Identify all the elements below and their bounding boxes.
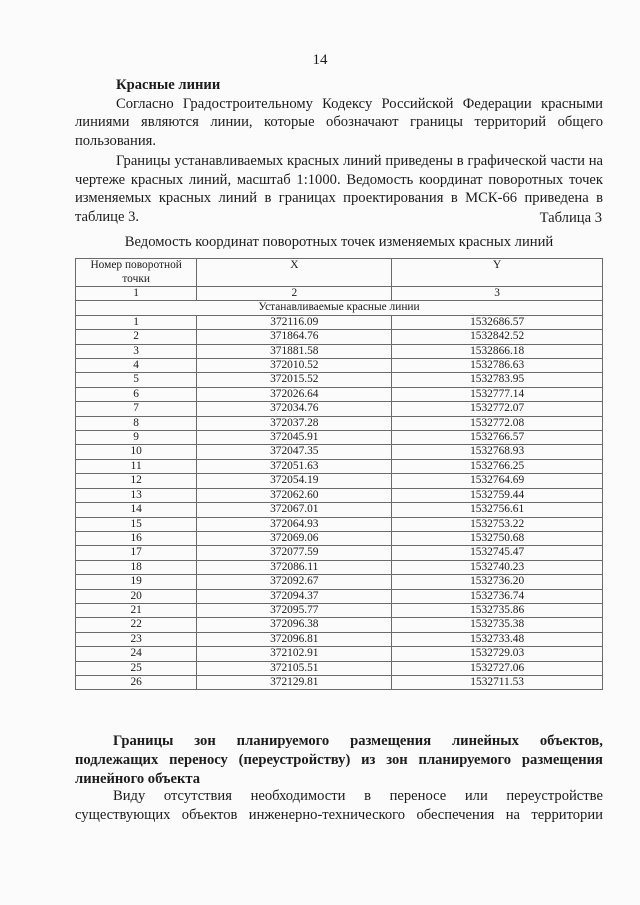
x-coordinate-cell: 372047.35 [197, 445, 392, 459]
word: в [364, 788, 371, 804]
point-number-cell: 20 [76, 589, 197, 603]
y-coordinate-cell: 1532777.14 [392, 387, 603, 401]
y-coordinate-cell: 1532735.86 [392, 603, 603, 617]
y-coordinate-cell: 1532729.03 [392, 647, 603, 661]
paragraph-utilities [75, 787, 603, 824]
page-number: 14 [312, 52, 328, 68]
x-coordinate-cell: 372064.93 [197, 517, 392, 531]
word: территории [531, 806, 603, 823]
y-coordinate-cell: 1532842.52 [392, 330, 603, 344]
table-header-row [76, 259, 603, 287]
y-coordinate-cell: 1532766.25 [392, 459, 603, 473]
table-row [76, 402, 603, 416]
table-title: Ведомость координат поворотных точек изменяемых красных линий [124, 234, 554, 250]
section-red-lines [75, 76, 603, 226]
x-coordinate-cell: 372067.01 [197, 503, 392, 517]
y-coordinate-cell: 1532783.95 [392, 373, 603, 387]
word: зон [194, 733, 216, 749]
x-coordinate-cell: 372077.59 [197, 546, 392, 560]
header-cell: Y [392, 259, 603, 287]
point-number-cell: 25 [76, 661, 197, 675]
word: из [361, 752, 376, 768]
paragraph-line [75, 806, 603, 825]
word: или [464, 788, 488, 804]
column-number: 2 [197, 287, 392, 301]
column-number-row [76, 287, 603, 301]
point-number-cell: 16 [76, 531, 197, 545]
table-section-title: Устанавливаемые красные линии [76, 301, 603, 315]
paragraph: Границы устанавливаемых красных линий приведены в графической части на чертеже красных линий, масштаб 1:1000. Ведомость координат поворотных точек изменяемых красных линий в границах проектирования в МСК-66 приведена в таблице 3. [75, 153, 603, 225]
section-heading-utilities [75, 732, 603, 789]
y-coordinate-cell: 1532740.23 [392, 560, 603, 574]
table-row [76, 445, 603, 459]
word: необходимости [250, 788, 346, 804]
table-row [76, 416, 603, 430]
table-row [76, 373, 603, 387]
heading-line: линейного объекта [75, 771, 201, 787]
word: отсутствия [163, 788, 232, 804]
x-coordinate-cell: 372015.52 [197, 373, 392, 387]
x-coordinate-cell: 372092.67 [197, 575, 392, 589]
word: переустройстве [506, 788, 603, 804]
table-row [76, 431, 603, 445]
table-row [76, 647, 603, 661]
table-row [76, 459, 603, 473]
paragraph-line [75, 787, 603, 806]
word: (переустройству) [238, 752, 351, 768]
x-coordinate-cell: 372102.91 [197, 647, 392, 661]
word: инженерно-технического [248, 806, 406, 823]
table-row [76, 589, 603, 603]
x-coordinate-cell: 372096.38 [197, 618, 392, 632]
x-coordinate-cell: 371881.58 [197, 344, 392, 358]
point-number-cell: 3 [76, 344, 197, 358]
point-number-cell: 13 [76, 488, 197, 502]
table-row [76, 517, 603, 531]
x-coordinate-cell: 372062.60 [197, 488, 392, 502]
x-coordinate-cell: 371864.76 [197, 330, 392, 344]
heading-line [75, 751, 603, 770]
table-row [76, 618, 603, 632]
x-coordinate-cell: 372095.77 [197, 603, 392, 617]
table-row [76, 531, 603, 545]
section-heading: Красные линии [116, 77, 221, 93]
table-row [76, 488, 603, 502]
table-row [76, 387, 603, 401]
point-number-cell: 23 [76, 632, 197, 646]
point-number-cell: 6 [76, 387, 197, 401]
word: обеспечения [416, 806, 495, 823]
x-coordinate-cell: 372054.19 [197, 474, 392, 488]
y-coordinate-cell: 1532753.22 [392, 517, 603, 531]
header-cell: X [197, 259, 392, 287]
table-row [76, 546, 603, 560]
x-coordinate-cell: 372045.91 [197, 431, 392, 445]
y-coordinate-cell: 1532764.69 [392, 474, 603, 488]
heading-line [113, 732, 603, 751]
x-coordinate-cell: 372086.11 [197, 560, 392, 574]
word: размещения [350, 733, 432, 749]
point-number-cell: 19 [76, 575, 197, 589]
word: размещения [521, 752, 603, 768]
x-coordinate-cell: 372069.06 [197, 531, 392, 545]
header-cell: Номер поворотной точки [76, 259, 197, 287]
x-coordinate-cell: 372037.28 [197, 416, 392, 430]
point-number-cell: 21 [76, 603, 197, 617]
point-number-cell: 15 [76, 517, 197, 531]
y-coordinate-cell: 1532756.61 [392, 503, 603, 517]
y-coordinate-cell: 1532772.08 [392, 416, 603, 430]
y-coordinate-cell: 1532766.57 [392, 431, 603, 445]
table-row [76, 575, 603, 589]
x-coordinate-cell: 372010.52 [197, 359, 392, 373]
table-section-row [76, 301, 603, 315]
word: планируемого [418, 752, 512, 768]
word: Виду [113, 788, 146, 804]
point-number-cell: 1 [76, 315, 197, 329]
word: существующих [75, 806, 171, 823]
y-coordinate-cell: 1532711.53 [392, 675, 603, 689]
x-coordinate-cell: 372129.81 [197, 675, 392, 689]
word: планируемого [236, 733, 330, 749]
point-number-cell: 5 [76, 373, 197, 387]
table-row [76, 661, 603, 675]
x-coordinate-cell: 372051.63 [197, 459, 392, 473]
point-number-cell: 9 [76, 431, 197, 445]
word: переносу [169, 752, 228, 768]
point-number-cell: 14 [76, 503, 197, 517]
word: объектов, [539, 733, 603, 749]
point-number-cell: 22 [76, 618, 197, 632]
y-coordinate-cell: 1532866.18 [392, 344, 603, 358]
table-row [76, 603, 603, 617]
table-row [76, 315, 603, 329]
y-coordinate-cell: 1532750.68 [392, 531, 603, 545]
x-coordinate-cell: 372105.51 [197, 661, 392, 675]
table-row [76, 560, 603, 574]
column-number: 3 [392, 287, 603, 301]
point-number-cell: 12 [76, 474, 197, 488]
point-number-cell: 8 [76, 416, 197, 430]
table-label: Таблица 3 [539, 210, 602, 226]
point-number-cell: 24 [76, 647, 197, 661]
word: объектов [181, 806, 238, 823]
point-number-cell: 7 [76, 402, 197, 416]
paragraph: Согласно Градостроительному Кодексу Российской Федерации красными линиями являются линии, которые обозначают границы территорий общего пользования. [75, 95, 603, 149]
x-coordinate-cell: 372096.81 [197, 632, 392, 646]
y-coordinate-cell: 1532768.93 [392, 445, 603, 459]
coordinates-table [75, 258, 603, 690]
point-number-cell: 4 [76, 359, 197, 373]
y-coordinate-cell: 1532733.48 [392, 632, 603, 646]
word: линейных [451, 733, 519, 749]
y-coordinate-cell: 1532727.06 [392, 661, 603, 675]
y-coordinate-cell: 1532786.63 [392, 359, 603, 373]
table-row [76, 474, 603, 488]
point-number-cell: 10 [76, 445, 197, 459]
table-row [76, 344, 603, 358]
word: переносе [389, 788, 447, 804]
word: подлежащих [75, 752, 159, 768]
y-coordinate-cell: 1532736.20 [392, 575, 603, 589]
y-coordinate-cell: 1532772.07 [392, 402, 603, 416]
x-coordinate-cell: 372034.76 [197, 402, 392, 416]
table-row [76, 359, 603, 373]
point-number-cell: 17 [76, 546, 197, 560]
y-coordinate-cell: 1532759.44 [392, 488, 603, 502]
point-number-cell: 26 [76, 675, 197, 689]
y-coordinate-cell: 1532736.74 [392, 589, 603, 603]
word: Границы [113, 733, 174, 749]
point-number-cell: 18 [76, 560, 197, 574]
table-row [76, 503, 603, 517]
y-coordinate-cell: 1532735.38 [392, 618, 603, 632]
table-body [76, 315, 603, 690]
table-row [76, 330, 603, 344]
word: зон [386, 752, 408, 768]
x-coordinate-cell: 372026.64 [197, 387, 392, 401]
point-number-cell: 11 [76, 459, 197, 473]
point-number-cell: 2 [76, 330, 197, 344]
x-coordinate-cell: 372116.09 [197, 315, 392, 329]
y-coordinate-cell: 1532745.47 [392, 546, 603, 560]
word: на [505, 806, 520, 823]
table-row [76, 632, 603, 646]
column-number: 1 [76, 287, 197, 301]
y-coordinate-cell: 1532686.57 [392, 315, 603, 329]
table-row [76, 675, 603, 689]
x-coordinate-cell: 372094.37 [197, 589, 392, 603]
